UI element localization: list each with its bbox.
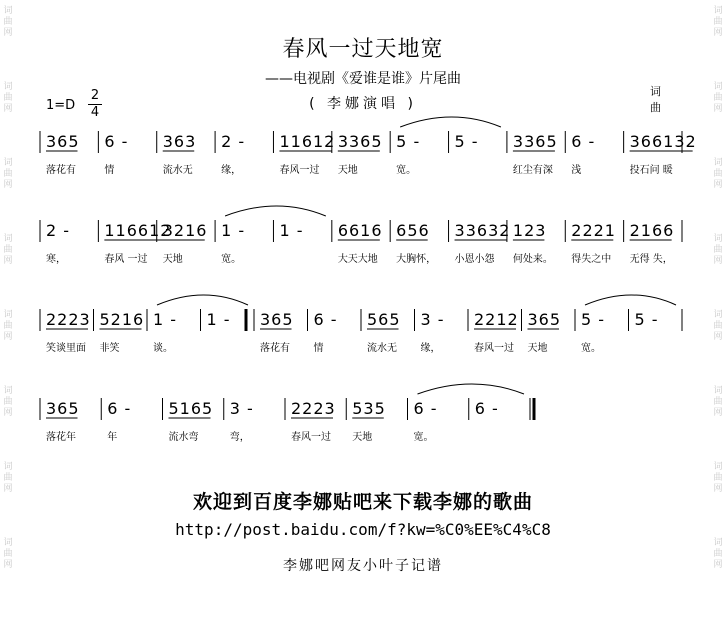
lyric-text: 天地 — [352, 432, 373, 443]
note-group: 365 — [527, 310, 562, 329]
note-group: 1 - — [221, 221, 246, 240]
note-group: 365 — [260, 310, 294, 329]
lyric-text: 天地 — [162, 254, 183, 265]
tie-arc — [585, 295, 676, 305]
key-signature: 1=D — [46, 98, 76, 113]
watermark-text: 词曲网 — [3, 6, 13, 38]
transcriber-signature: 李娜吧网友小叶子记谱 — [283, 558, 443, 574]
singer-line: ( 李娜演唱 ) — [309, 96, 417, 112]
note-group: 1 - — [279, 221, 304, 240]
note-group: 2 - — [46, 221, 71, 240]
note-group: 1 - — [153, 310, 178, 329]
lyric-text: 天地 — [527, 343, 548, 354]
note-group: 6 - — [571, 132, 596, 151]
lyric-text: 投石问 暖 — [629, 165, 673, 176]
note-group: 11612 — [279, 132, 336, 151]
note-group: 5 - — [396, 132, 421, 151]
note-group: 365 — [46, 399, 80, 418]
watermark-text: 词曲网 — [3, 386, 13, 418]
lyric-text: 落花有 — [260, 343, 290, 354]
note-group: 535 — [352, 399, 386, 418]
note-group: 5 - — [581, 310, 606, 329]
note-group: 2 - — [221, 132, 246, 151]
note-group: 2212 — [474, 310, 519, 329]
lyric-text: 缘， — [420, 343, 441, 354]
note-group: 656 — [396, 221, 430, 240]
lyric-text: 红尘有深 — [512, 165, 553, 176]
note-group: 3216 — [162, 221, 208, 240]
lyric-text: 落花年 — [46, 432, 76, 443]
lyric-text: 春风一过 — [291, 432, 331, 443]
time-signature-bottom: 4 — [90, 105, 100, 120]
note-group: 5 - — [454, 132, 479, 151]
lyric-text: 缘， — [221, 165, 242, 176]
lyric-text: 流水弯 — [168, 432, 199, 443]
note-group: 2223 — [291, 399, 336, 418]
lyric-text: 年 — [107, 432, 118, 443]
tie-arc — [400, 117, 501, 127]
note-group: 5 - — [634, 310, 659, 329]
note-group: 6 - — [104, 132, 129, 151]
lyric-text: 宽。 — [413, 432, 434, 443]
note-group: 3365 — [512, 132, 558, 151]
lyric-text: 情 — [104, 165, 115, 176]
lyric-text: 落花有 — [46, 165, 76, 176]
watermark-text: 词曲网 — [3, 234, 13, 266]
lyric-text: 小恩小怨 — [454, 254, 495, 265]
watermark-text: 词曲网 — [3, 310, 13, 342]
lyric-text: 谈。 — [153, 343, 173, 354]
watermark-text: 词曲网 — [3, 158, 13, 190]
note-group: 6 - — [474, 399, 499, 418]
note-group: 2221 — [571, 221, 616, 240]
note-group: 116612 — [104, 221, 172, 240]
lyric-text: 非笑 — [99, 343, 120, 354]
tie-arc — [157, 295, 248, 305]
tie-arc — [225, 206, 326, 216]
watermark-text: 词曲网 — [713, 538, 723, 570]
song-title: 春风一过天地宽 — [282, 37, 444, 62]
note-group: 3 - — [229, 399, 254, 418]
note-group: 5165 — [168, 399, 214, 418]
time-signature-top: 2 — [90, 88, 100, 103]
watermark-text: 词曲网 — [713, 462, 723, 494]
watermark-text: 词曲网 — [713, 386, 723, 418]
note-group: 365 — [46, 132, 80, 151]
lyric-text: 弯， — [229, 432, 250, 443]
watermark-text: 词曲网 — [3, 82, 13, 114]
lyric-text: 宽。 — [396, 165, 417, 176]
watermark-text: 词曲网 — [3, 538, 13, 570]
lyric-text: 春风一过 — [474, 343, 514, 354]
credit-label: 词曲 — [650, 85, 661, 114]
note-group: 2223 — [46, 310, 91, 329]
note-group: 6 - — [313, 310, 338, 329]
lyric-text: 情 — [313, 343, 324, 354]
watermark-text: 词曲网 — [713, 6, 723, 38]
welcome-banner: 欢迎到百度李娜贴吧来下载李娜的歌曲 — [192, 491, 533, 513]
lyric-text: 流水无 — [367, 343, 397, 354]
note-group: 1 - — [206, 310, 231, 329]
lyric-text: 大天大地 — [337, 254, 378, 265]
lyric-text: 春风一过 — [279, 165, 320, 176]
lyric-text: 寒， — [46, 254, 66, 265]
lyric-text: 流水无 — [162, 165, 193, 176]
note-group: 3 - — [420, 310, 445, 329]
lyric-text: 何处来。 — [512, 254, 553, 265]
lyric-text: 笑谈里面 — [46, 343, 86, 354]
note-group: 6616 — [337, 221, 383, 240]
watermark-text: 词曲网 — [713, 82, 723, 114]
lyric-text: 大胸怀， — [396, 254, 437, 265]
watermark-text: 词曲网 — [713, 234, 723, 266]
song-subtitle: ——电视剧《爱谁是谁》片尾曲 — [265, 71, 461, 87]
watermark-text: 词曲网 — [713, 310, 723, 342]
note-group: 6 - — [413, 399, 438, 418]
lyric-text: 宽。 — [221, 254, 242, 265]
lyric-text: 春风 一过 — [104, 254, 148, 265]
note-group: 123 — [512, 221, 547, 240]
lyric-text: 天地 — [337, 165, 358, 176]
note-group: 6 - — [107, 399, 132, 418]
note-group: 363 — [162, 132, 197, 151]
note-group: 33632 — [454, 221, 511, 240]
watermark-text: 词曲网 — [713, 158, 723, 190]
tie-arc — [418, 384, 525, 394]
note-group: 2166 — [629, 221, 675, 240]
note-group: 565 — [367, 310, 401, 329]
lyric-text: 得失之中 — [571, 254, 612, 265]
lyric-text: 浅 — [571, 165, 582, 176]
note-group: 5216 — [99, 310, 145, 329]
watermark-text: 词曲网 — [3, 462, 13, 494]
lyric-text: 无得 失， — [629, 254, 673, 265]
note-group: 366132 — [629, 132, 697, 151]
download-url[interactable]: http://post.baidu.com/f?kw=%C0%EE%C4%C8 — [175, 520, 551, 539]
lyric-text: 宽。 — [581, 343, 601, 354]
note-group: 3365 — [337, 132, 383, 151]
